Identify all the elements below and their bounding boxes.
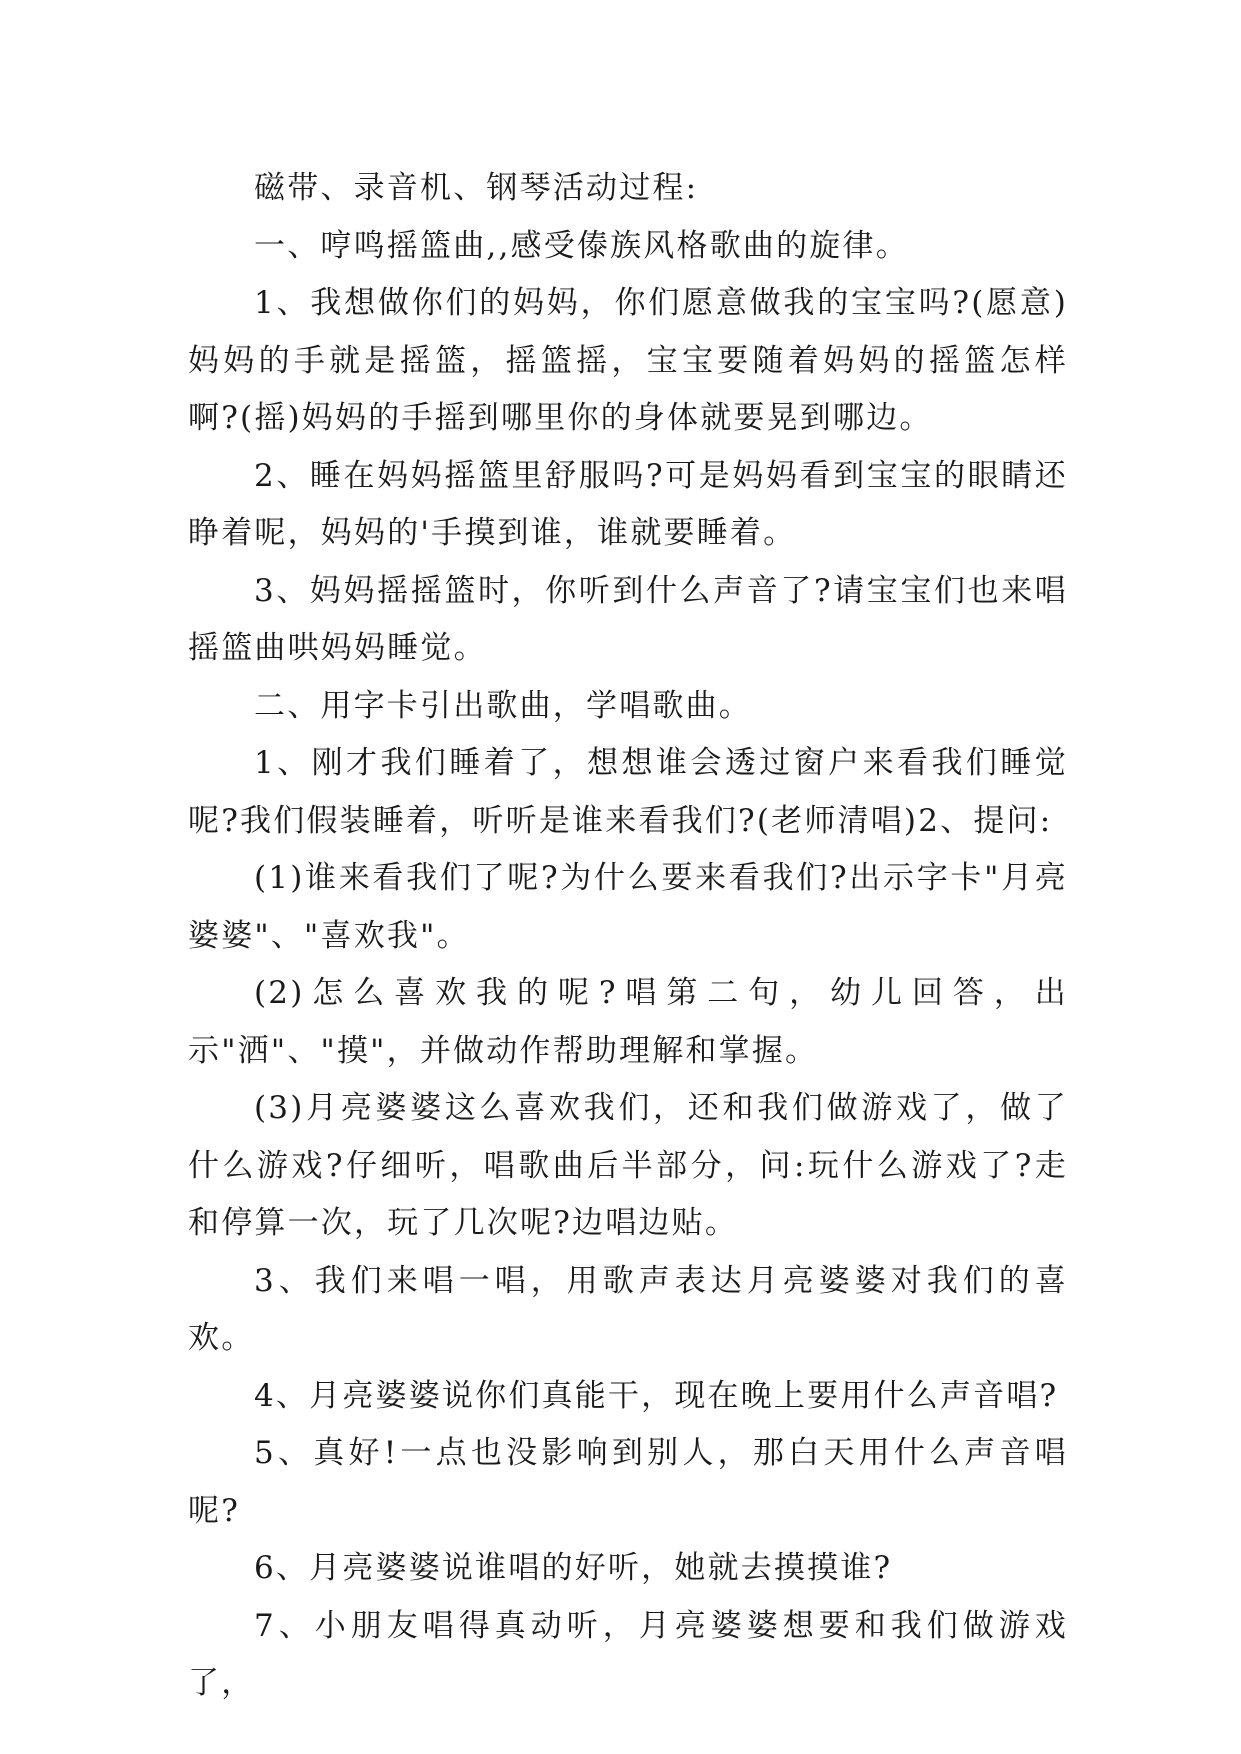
paragraph-materials: 磁带、录音机、钢琴活动过程: <box>254 170 699 206</box>
paragraph-step-2-7: 7、小朋友唱得真动听，月亮婆婆想要和我们做游戏了， <box>188 1607 1068 1701</box>
paragraph-question-2: (2)怎么喜欢我的呢?唱第二句，幼儿回答，出示"洒"、"摸"，并做动作帮助理解和掌握。 <box>188 975 1068 1069</box>
body-text <box>188 160 1068 1713</box>
paragraph-step-2-1: 1、刚才我们睡着了，想想谁会透过窗户来看我们睡觉呢?我们假装睡着，听听是谁来看我们?(老师清唱)2、提问: <box>188 745 1068 839</box>
paragraph-step-2-3: 3、我们来唱一唱，用歌声表达月亮婆婆对我们的喜欢。 <box>188 1262 1068 1356</box>
paragraph-step-1-2: 2、睡在妈妈摇篮里舒服吗?可是妈妈看到宝宝的眼睛还睁着呢，妈妈的'手摸到谁，谁就要睡着。 <box>188 457 1068 551</box>
paragraph-step-2-6: 6、月亮婆婆说谁唱的好听，她就去摸摸谁? <box>254 1550 893 1586</box>
paragraph-step-2-4: 4、月亮婆婆说你们真能干，现在晚上要用什么声音唱? <box>254 1377 1059 1414</box>
paragraph-question-1: (1)谁来看我们了呢?为什么要来看我们?出示字卡"月亮婆婆"、"喜欢我"。 <box>188 860 1068 954</box>
paragraph-step-1-1: 1、我想做你们的妈妈，你们愿意做我的宝宝吗?(愿意)妈妈的手就是摇篮，摇篮摇，宝宝要随着妈妈的摇篮怎样啊?(摇)妈妈的手摇到哪里你的身体就要晃到哪边。 <box>188 285 1068 436</box>
paragraph-section-1-heading: 一、哼鸣摇篮曲,,感受傣族风格歌曲的旋律。 <box>254 227 909 264</box>
paragraph-step-1-3: 3、妈妈摇摇篮时，你听到什么声音了?请宝宝们也来唱摇篮曲哄妈妈睡觉。 <box>188 572 1068 666</box>
paragraph-section-2-heading: 二、用字卡引出歌曲，学唱歌曲。 <box>254 687 752 724</box>
paragraph-question-3: (3)月亮婆婆这么喜欢我们，还和我们做游戏了，做了什么游戏?仔细听，唱歌曲后半部分，问:玩什么游戏了?走和停算一次，玩了几次呢?边唱边贴。 <box>188 1090 1068 1241</box>
paragraph-step-2-5: 5、真好!一点也没影响到别人，那白天用什么声音唱呢? <box>188 1435 1068 1529</box>
